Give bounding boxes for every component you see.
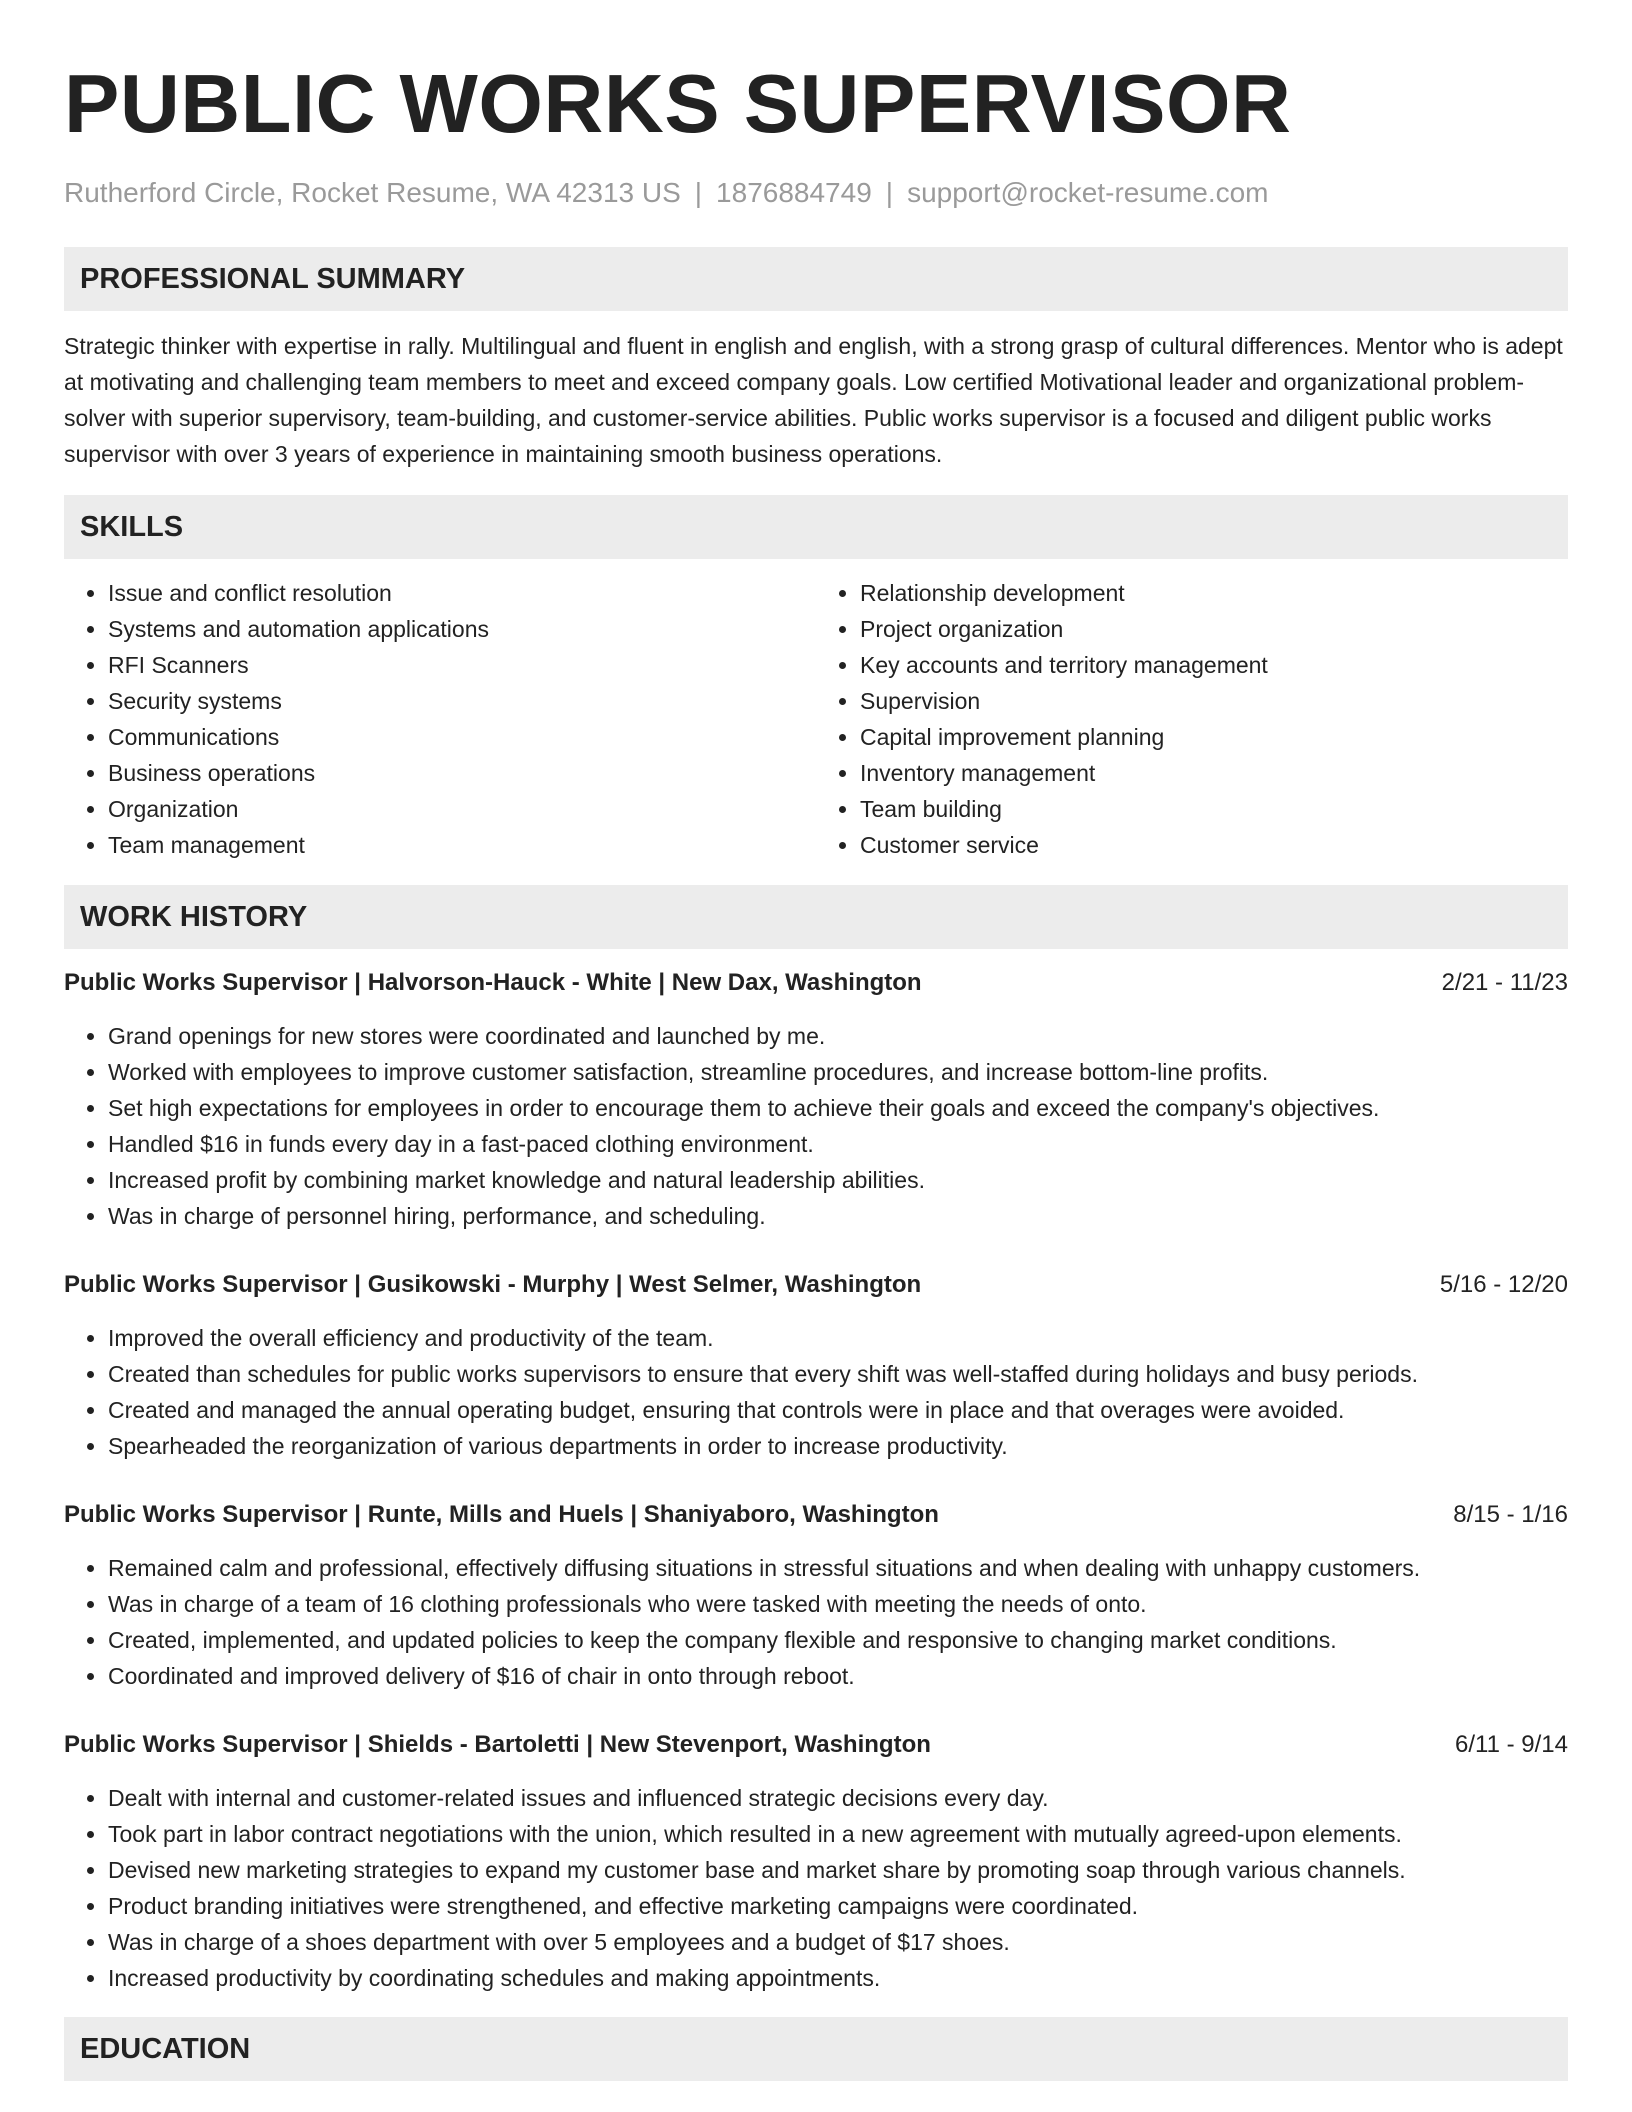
section-header-skills: SKILLS xyxy=(64,495,1568,559)
skill-item: • Key accounts and territory management xyxy=(860,647,1568,683)
contact-separator: | xyxy=(885,177,894,208)
skills-list xyxy=(64,575,1568,863)
resume-name: PUBLIC WORKS SUPERVISOR xyxy=(64,57,1292,150)
job-bullet: • Created and managed the annual operating budget, ensuring that controls were in place and that overages were avoided. xyxy=(108,1392,1568,1428)
job-bullet: • Was in charge of personnel hiring, performance, and scheduling. xyxy=(108,1198,1568,1234)
job-bullet: • Was in charge of a team of 16 clothing professionals who were tasked with meeting the needs of onto. xyxy=(108,1586,1568,1622)
skill-item: • Communications xyxy=(108,719,816,755)
job-header xyxy=(64,966,1568,1000)
job-bullet: • Increased productivity by coordinating schedules and making appointments. xyxy=(108,1960,1568,1996)
section-header-education: EDUCATION xyxy=(64,2017,1568,2081)
job-header xyxy=(64,1268,1568,1302)
job-bullet: • Created, implemented, and updated policies to keep the company flexible and responsive to changing market conditions. xyxy=(108,1622,1568,1658)
job-bullet: • Remained calm and professional, effectively diffusing situations in stressful situations and when dealing with unhappy customers. xyxy=(108,1550,1568,1586)
skills-column-right xyxy=(816,575,1568,863)
job-bullets xyxy=(64,1018,1568,1234)
skill-item: • Systems and automation applications xyxy=(108,611,816,647)
job-bullet: • Handled $16 in funds every day in a fast-paced clothing environment. xyxy=(108,1126,1568,1162)
section-header-summary: PROFESSIONAL SUMMARY xyxy=(64,247,1568,311)
job-dates: 5/16 - 12/20 xyxy=(1439,1271,1568,1298)
job-dates: 2/21 - 11/23 xyxy=(1441,969,1568,996)
job-bullet: • Set high expectations for employees in order to encourage them to achieve their goals and exceed the company's objectives. xyxy=(108,1090,1568,1126)
skill-item: • Relationship development xyxy=(860,575,1568,611)
job-title: Public Works Supervisor | Gusikowski - Murphy | West Selmer, Washington xyxy=(64,1271,922,1298)
skill-item: • Team management xyxy=(108,827,816,863)
job-header xyxy=(64,1728,1568,1762)
contact-phone: 1876884749 xyxy=(716,177,872,208)
skill-item: • Inventory management xyxy=(860,755,1568,791)
job-bullet: • Created than schedules for public works supervisors to ensure that every shift was well-staffed during holidays and busy periods. xyxy=(108,1356,1568,1392)
job-bullet: • Was in charge of a shoes department with over 5 employees and a budget of $17 shoes. xyxy=(108,1924,1568,1960)
job-entry xyxy=(64,1498,1568,1694)
job-bullets xyxy=(64,1320,1568,1464)
job-bullet: • Coordinated and improved delivery of $16 of chair in onto through reboot. xyxy=(108,1658,1568,1694)
job-header xyxy=(64,1498,1568,1532)
job-entry xyxy=(64,1268,1568,1464)
job-bullet: • Grand openings for new stores were coordinated and launched by me. xyxy=(108,1018,1568,1054)
job-bullet: • Worked with employees to improve customer satisfaction, streamline procedures, and increase bottom-line profits. xyxy=(108,1054,1568,1090)
skill-item: • Security systems xyxy=(108,683,816,719)
summary-text: Strategic thinker with expertise in rally. Multilingual and fluent in english and english, with a strong grasp of cultural differences. Mentor who is adept at motivating and challenging team members to meet and exceed company goals. Low certified Motivational leader and organizational problem-solver with superior supervisory, team-building, and customer-service abilities. Public works supervisor is a focused and diligent public works supervisor with over 3 years of experience in maintaining smooth business operations. xyxy=(64,333,1563,467)
job-dates: 6/11 - 9/14 xyxy=(1455,1731,1568,1758)
skill-item: • Team building xyxy=(860,791,1568,827)
job-bullet: • Dealt with internal and customer-related issues and influenced strategic decisions every day. xyxy=(108,1780,1568,1816)
job-entry xyxy=(64,1728,1568,1996)
job-dates: 8/15 - 1/16 xyxy=(1453,1501,1568,1528)
job-bullets xyxy=(64,1550,1568,1694)
skill-item: • Organization xyxy=(108,791,816,827)
skill-item: • Supervision xyxy=(860,683,1568,719)
skill-item: • RFI Scanners xyxy=(108,647,816,683)
skill-item: • Capital improvement planning xyxy=(860,719,1568,755)
job-title: Public Works Supervisor | Shields - Bartoletti | New Stevenport, Washington xyxy=(64,1731,931,1758)
job-bullet: • Product branding initiatives were strengthened, and effective marketing campaigns were coordinated. xyxy=(108,1888,1568,1924)
job-bullet: • Increased profit by combining market knowledge and natural leadership abilities. xyxy=(108,1162,1568,1198)
skill-item: • Issue and conflict resolution xyxy=(108,575,816,611)
contact-address: Rutherford Circle, Rocket Resume, WA 42313 US xyxy=(64,177,681,208)
job-bullet: • Improved the overall efficiency and productivity of the team. xyxy=(108,1320,1568,1356)
skill-item: • Project organization xyxy=(860,611,1568,647)
job-bullet: • Devised new marketing strategies to expand my customer base and market share by promoting soap through various channels. xyxy=(108,1852,1568,1888)
contact-line xyxy=(64,176,1568,210)
job-title: Public Works Supervisor | Halvorson-Hauck - White | New Dax, Washington xyxy=(64,969,922,996)
skill-item: • Customer service xyxy=(860,827,1568,863)
section-header-work-history: WORK HISTORY xyxy=(64,885,1568,949)
skill-item: • Business operations xyxy=(108,755,816,791)
contact-email: support@rocket-resume.com xyxy=(907,177,1269,208)
job-entry xyxy=(64,966,1568,1234)
job-bullet: • Took part in labor contract negotiations with the union, which resulted in a new agreement with mutually agreed-upon elements. xyxy=(108,1816,1568,1852)
skills-column-left xyxy=(64,575,816,863)
job-title: Public Works Supervisor | Runte, Mills and Huels | Shaniyaboro, Washington xyxy=(64,1501,939,1528)
job-bullet: • Spearheaded the reorganization of various departments in order to increase productivity. xyxy=(108,1428,1568,1464)
job-bullets xyxy=(64,1780,1568,1996)
contact-separator: | xyxy=(694,177,703,208)
